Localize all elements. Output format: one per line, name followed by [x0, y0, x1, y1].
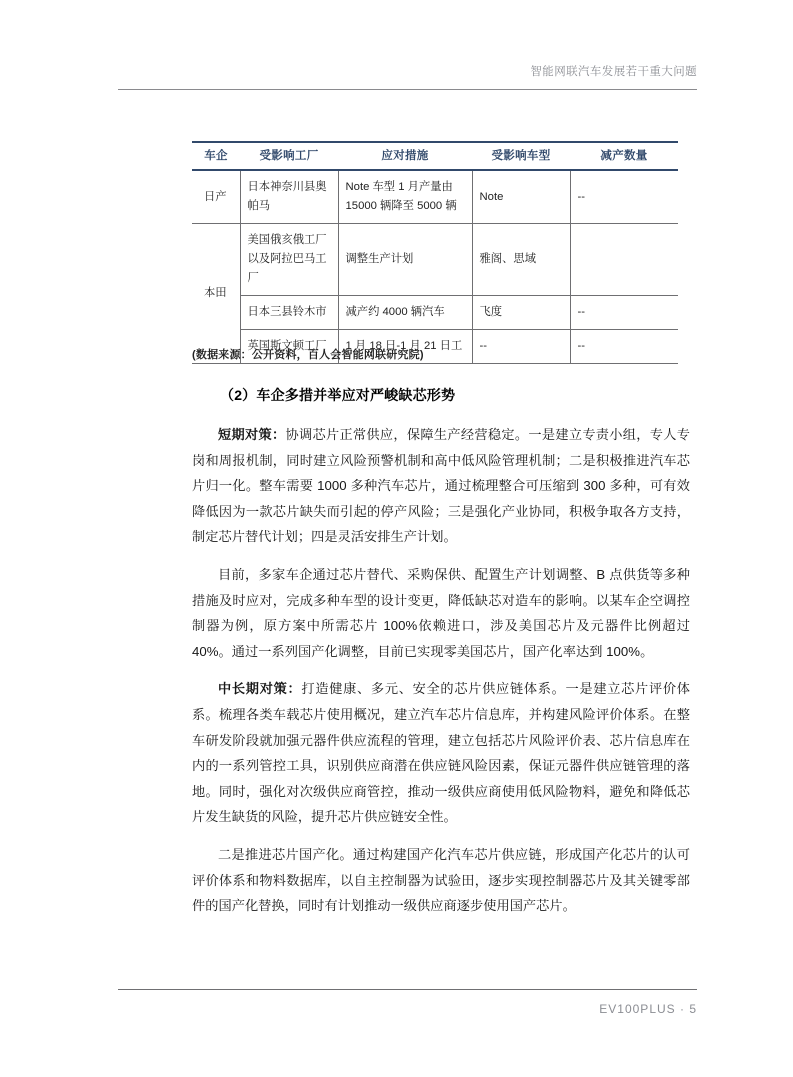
paragraph-text: 二是推进芯片国产化。通过构建国产化汽车芯片供应链，形成国产化芯片的认可评价体系和物料数据库，以自主控制器为试验田，逐步实现控制器芯片及其关键零部件的国产化替换，同时有计划推动一级供应商逐步使用国产芯片。: [192, 846, 690, 914]
cell-cut: --: [570, 170, 678, 224]
column-header-production-cut: 减产数量: [600, 150, 648, 162]
cell-factory: 美国俄亥俄工厂以及阿拉巴马工厂: [240, 224, 338, 296]
paragraph-text: 目前，多家车企通过芯片替代、采购保供、配置生产计划调整、B 点供货等多种措施及时应对，完成多种车型的设计变更，降低缺芯对造车的影响。以某车企空调控制器为例，原方案中所需芯片 100%依赖进口，涉及美国芯片及元器件比例超过 40%。通过一系列国产化调整，目前已实现零美国芯片，国产化率达到 100%。: [192, 566, 690, 659]
table-source-note: (数据来源：公开资料，百人会智能网联研究院): [192, 349, 424, 361]
cell-cut: --: [570, 296, 678, 330]
footer-divider: [118, 989, 697, 990]
cell-measure: 调整生产计划: [338, 224, 472, 296]
paragraph-text: 协调芯片正常供应，保障生产经营稳定。一是建立专责小组，专人专岗和周报机制，同时建立风险预警机制和高中低风险管理机制；二是积极推进汽车芯片归一化。整车需要 1000 多种汽车芯片，通过梳理整合可压缩到 300 多种，可有效降低因为一款芯片缺失而引起的停产风险；三是强化产业协同，积极争取各方支持，制定芯片替代计划；四是灵活安排生产计划。: [192, 427, 691, 545]
section-heading: （2）车企多措并举应对严峻缺芯形势: [220, 387, 456, 403]
paragraph: [192, 562, 690, 664]
header-divider: [118, 89, 697, 90]
column-header-affected-model: 受影响车型: [491, 150, 551, 162]
cell-models: 飞度: [472, 296, 570, 330]
cell-factory: 日本神奈川县奥帕马: [240, 170, 338, 224]
cell-measure: Note 车型 1 月产量由 15000 辆降至 5000 辆: [338, 170, 472, 224]
column-header-countermeasure: 应对措施: [381, 150, 429, 162]
cell-factory: 日本三县铃木市: [240, 296, 338, 330]
table-header-row: [192, 142, 678, 170]
paragraph-text: 打造健康、多元、安全的芯片供应链体系。一是建立芯片评价体系。梳理各类车载芯片使用概况，建立汽车芯片信息库，并构建风险评价体系。在整车研发阶段就加强元器件供应流程的管理，建立包括芯片风险评价表、芯片信息库在内的一系列管控工具，识别供应商潜在供应链风险因素，保证元器件供应链管理的落地。同时，强化对次级供应商管控，推动一级供应商使用低风险物料，避免和降低芯片发生缺货的风险，提升芯片供应链安全性。: [192, 681, 690, 825]
cell-cut: [570, 224, 678, 296]
paragraph: [192, 676, 690, 830]
chip-impact-table-container: [192, 141, 678, 364]
table-row: [192, 296, 678, 330]
footer-text: EV100PLUS · 5: [599, 1002, 697, 1016]
column-header-automaker: 车企: [204, 150, 228, 162]
cell-measure: 减产约 4000 辆汽车: [338, 296, 472, 330]
body-content: [192, 382, 690, 931]
paragraph-lead: 中长期对策：: [218, 681, 302, 697]
paragraph: [192, 842, 690, 919]
table-header: [192, 142, 678, 170]
cell-automaker: 本田: [192, 224, 240, 364]
cell-cut: --: [570, 330, 678, 364]
chip-impact-table: [192, 141, 678, 364]
page-footer: [118, 1000, 697, 1018]
table-body: [192, 170, 678, 364]
table-row: [192, 170, 678, 224]
cell-models: --: [472, 330, 570, 364]
running-header-title: 智能网联汽车发展若干重大问题: [530, 66, 697, 78]
running-header: [118, 62, 697, 81]
cell-automaker: 日产: [192, 170, 240, 224]
column-header-affected-factory: 受影响工厂: [259, 150, 319, 162]
cell-measure: 1 月 18 日-1 月 21 日工: [338, 330, 472, 364]
paragraph-lead: 短期对策：: [218, 427, 286, 442]
table-row: [192, 224, 678, 296]
cell-models: Note: [472, 170, 570, 224]
cell-models: 雅阁、思域: [472, 224, 570, 296]
paragraph: [192, 422, 690, 550]
cell-factory: 英国斯文顿工厂: [240, 330, 338, 364]
